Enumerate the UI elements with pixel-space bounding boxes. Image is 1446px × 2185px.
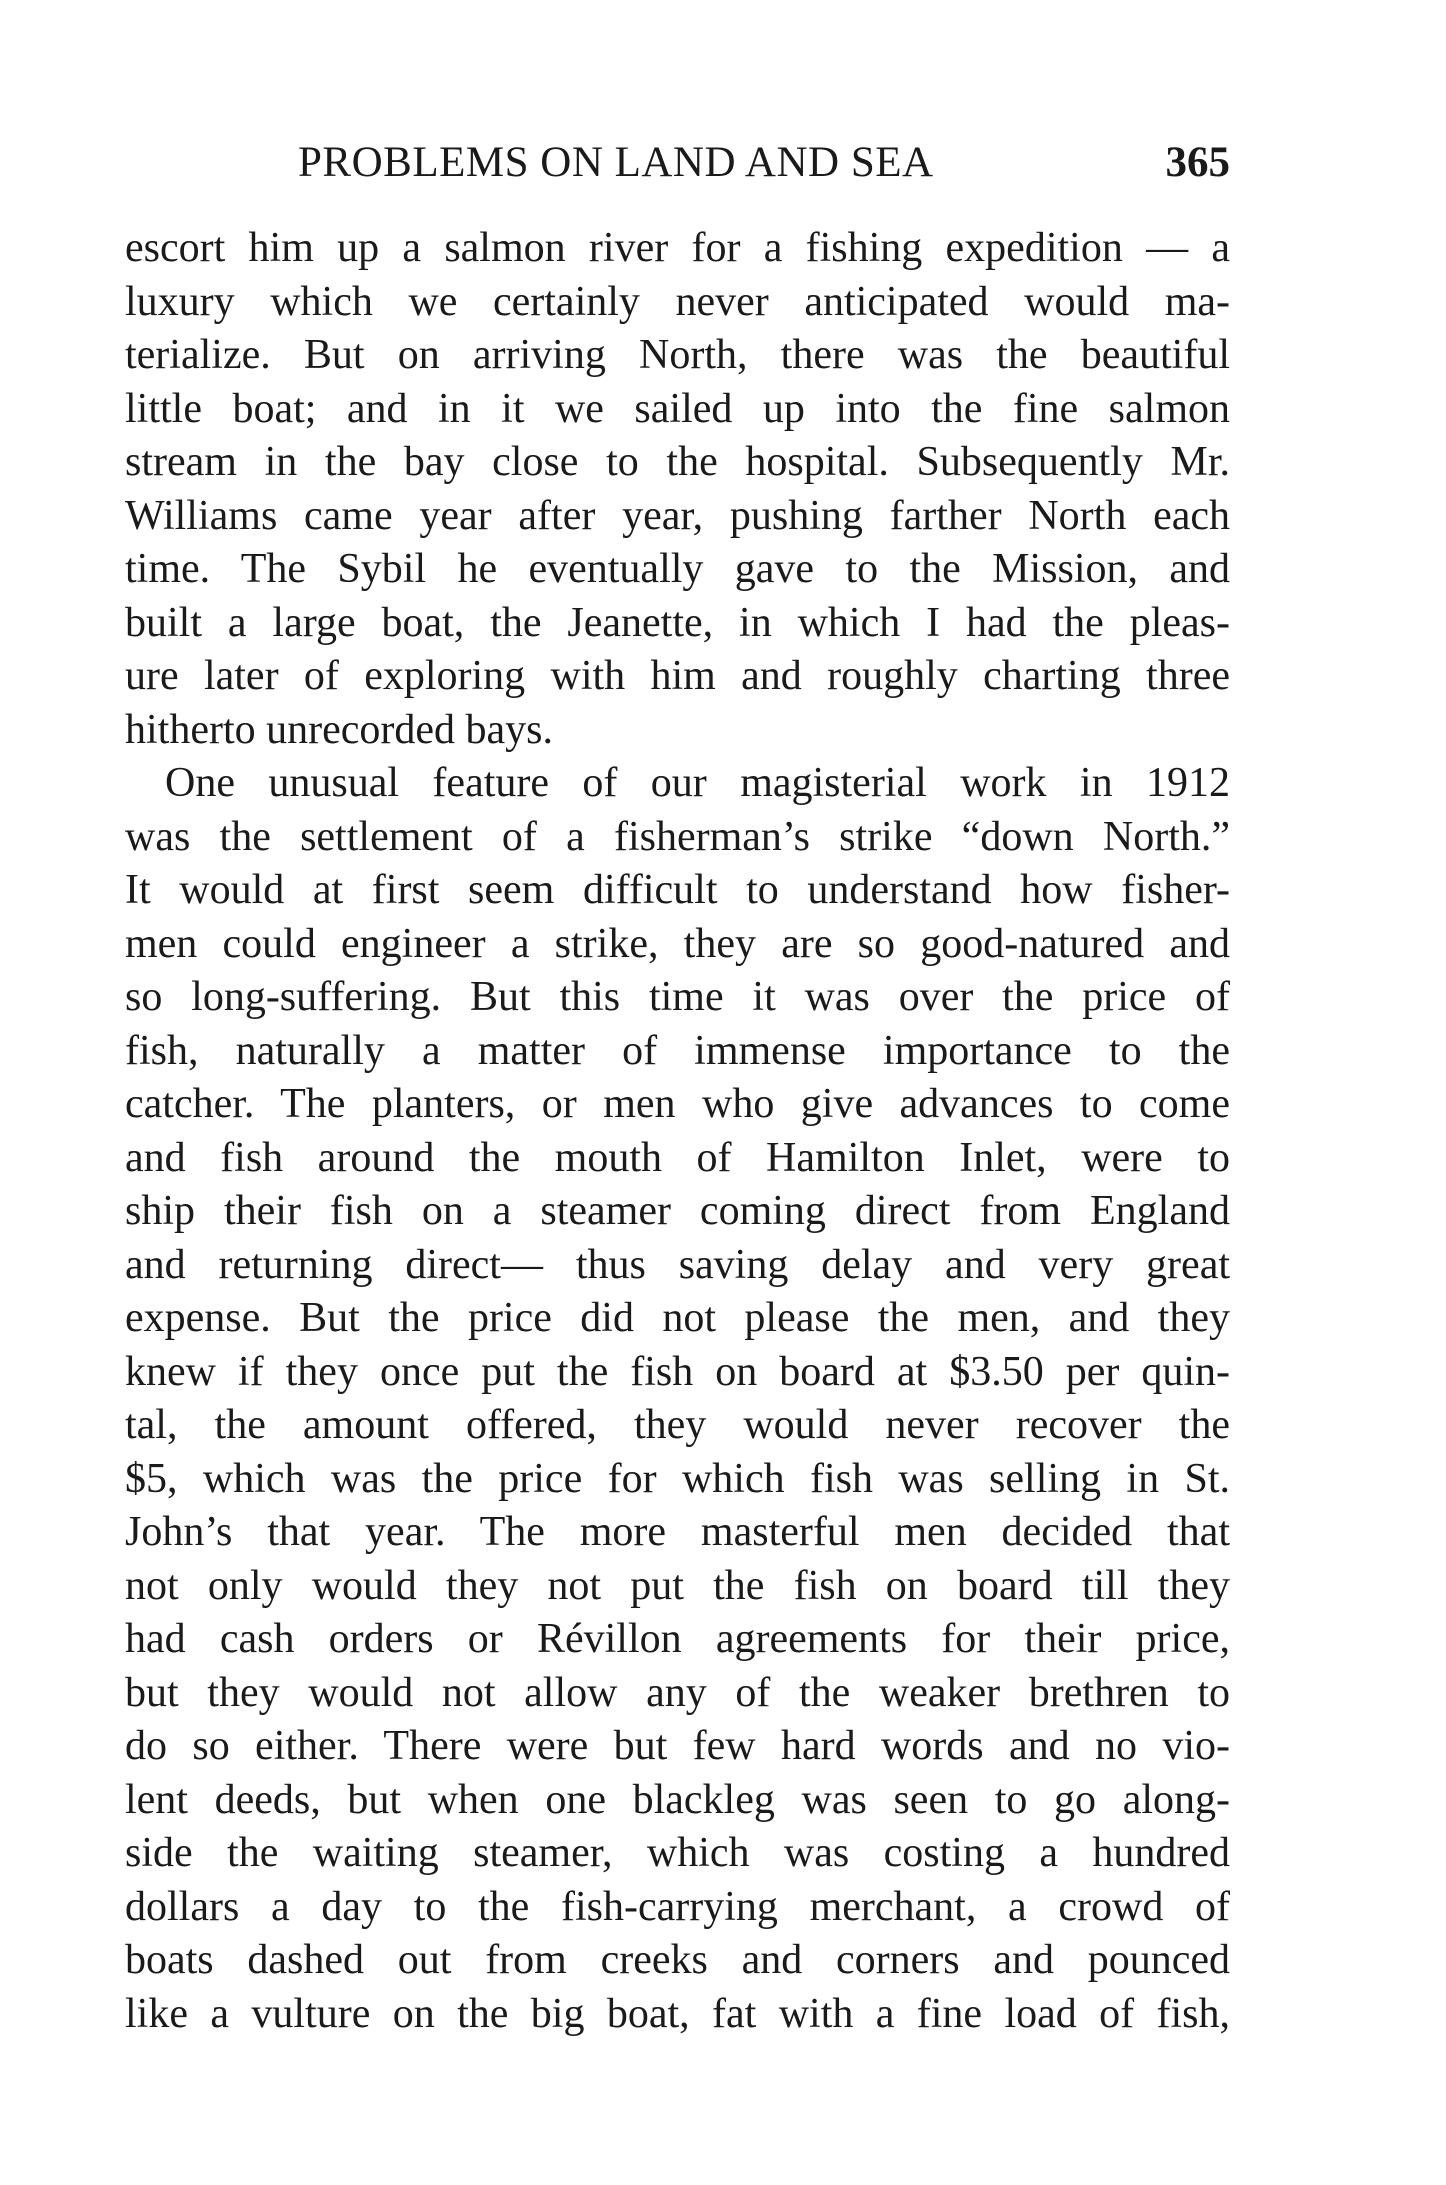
text-line: lent deeds, but when one blackleg was seen to go along- (125, 1776, 1230, 1823)
text-line: had cash orders or Révillon agreements for their price, (125, 1616, 1230, 1662)
text-line: like a vulture on the big boat, fat with a fine load of fish, (125, 1990, 1230, 2037)
text-line: and fish around the mouth of Hamilton Inlet, were to (125, 1134, 1230, 1181)
text-line: and returning direct— thus saving delay and very great (125, 1241, 1230, 1288)
page-header (125, 138, 1230, 198)
text-line: but they would not allow any of the weaker brethren to (125, 1669, 1230, 1716)
text-line: hitherto unrecorded bays. (125, 706, 554, 753)
text-line: $5, which was the price for which fish was selling in St. (125, 1455, 1230, 1502)
text-line: One unusual feature of our magisterial work in 1912 (165, 760, 1230, 806)
text-line: ship their fish on a steamer coming direct from England (125, 1188, 1230, 1234)
body-text (125, 222, 1230, 2041)
text-line: ure later of exploring with him and roughly charting three (125, 653, 1230, 699)
text-line: Williams came year after year, pushing farther North each (125, 492, 1230, 539)
text-line: boats dashed out from creeks and corners and pounced (125, 1937, 1230, 1983)
text-line: do so either. There were but few hard words and no vio- (125, 1723, 1230, 1769)
running-title: PROBLEMS ON LAND AND SEA (298, 139, 934, 186)
text-line: stream in the bay close to the hospital. Subsequently Mr. (125, 439, 1230, 485)
text-line: It would at first seem difficult to understand how fisher- (125, 867, 1230, 913)
text-line: side the waiting steamer, which was costing a hundred (125, 1830, 1230, 1876)
text-line: knew if they once put the fish on board at $3.50 per quin- (125, 1348, 1230, 1395)
text-line: luxury which we certainly never anticipated would ma- (125, 278, 1230, 325)
text-line: little boat; and in it we sailed up into the fine salmon (125, 385, 1230, 432)
text-line: not only would they not put the fish on board till they (125, 1562, 1230, 1609)
text-line: escort him up a salmon river for a fishing expedition — a (125, 225, 1230, 271)
text-line: fish, naturally a matter of immense importance to the (125, 1027, 1230, 1074)
text-line: time. The Sybil he eventually gave to the Mission, and (125, 546, 1230, 592)
text-line: men could engineer a strike, they are so good-natured and (125, 920, 1230, 967)
text-line: John’s that year. The more masterful men decided that (125, 1509, 1230, 1555)
page-number: 365 (1165, 139, 1230, 186)
text-line: so long-suffering. But this time it was over the price of (125, 974, 1230, 1020)
text-line: built a large boat, the Jeanette, in which I had the pleas- (125, 599, 1230, 646)
text-line: expense. But the price did not please the men, and they (125, 1295, 1230, 1341)
text-line: terialize. But on arriving North, there was the beautiful (125, 332, 1230, 378)
text-line: was the settlement of a fisherman’s strike “down North.” (125, 813, 1230, 860)
text-line: catcher. The planters, or men who give advances to come (125, 1081, 1230, 1127)
text-line: tal, the amount offered, they would never recover the (125, 1402, 1230, 1448)
text-line: dollars a day to the fish-carrying merchant, a crowd of (125, 1883, 1230, 1930)
